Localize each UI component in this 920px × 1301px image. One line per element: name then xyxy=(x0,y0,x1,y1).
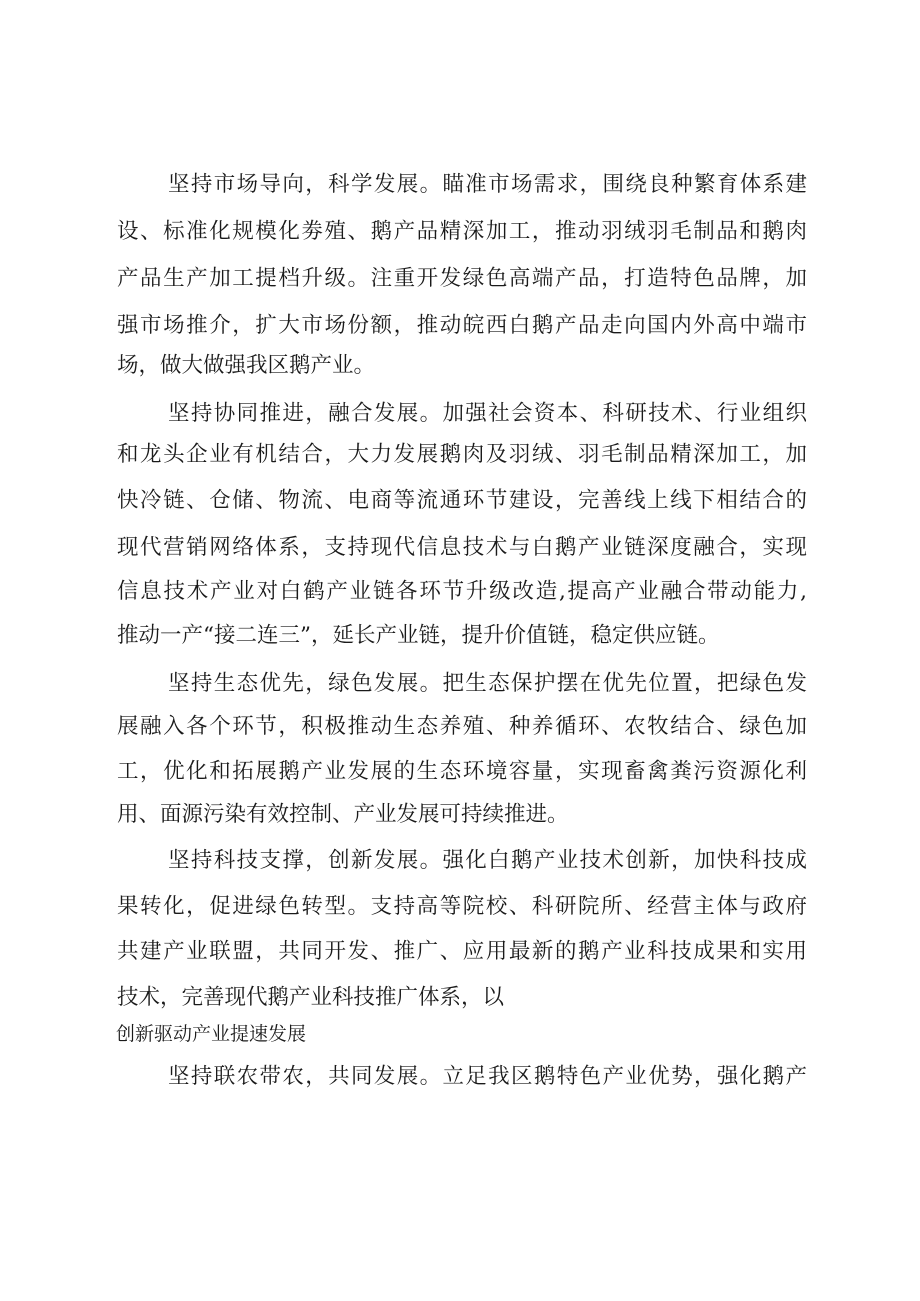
paragraph-4-line-4: 技术，完善现代鹅产业科技推广体系，以 xyxy=(117,985,505,1010)
paragraph-4-line-2: 果转化，促进绿色转型。支持高等院校、科研院所、经营主体与政府 xyxy=(117,894,807,919)
paragraph-4-line-3: 共建产业联盟，共同开发、推广、应用最新的鹅产业科技成果和实用 xyxy=(117,939,807,964)
paragraph-3-line-1: 坚持生态优先，绿色发展。把生态保护摆在优先位置，把绿色发 xyxy=(168,671,807,696)
paragraph-5-line-1: 坚持联农带农，共同发展。立足我区鹅特色产业优势，强化鹅产 xyxy=(168,1064,807,1089)
paragraph-1-line-2: 设、标准化规模化劵殖、鹅产品精深加工，推动羽绒羽毛制品和鹅肉 xyxy=(117,219,807,244)
paragraph-2-line-4: 现代营销网络体系，支持现代信息技术与白鹅产业链深度融合，实现 xyxy=(117,535,807,560)
paragraph-2-line-3: 快冷链、仓储、物流、电商等流通环节建设，完善线上线下相结合的 xyxy=(117,488,807,513)
paragraph-1-line-5: 场，做大做强我区鹅产业。 xyxy=(117,353,376,378)
paragraph-1-line-3: 产品生产加工提档升级。注重开发绿色高端产品，打造特色品牌，加 xyxy=(117,266,807,291)
paragraph-3-line-2: 展融入各个环节，积极推动生态养殖、种养循环、农牧结合、绿色加 xyxy=(117,714,807,739)
paragraph-3-line-4: 用、面源污染有效控制、产业发展可持续推进。 xyxy=(117,802,569,827)
paragraph-2-line-5: 信息技术产业对白鹤产业链各环节升级改造,提高产业融合带动能力, xyxy=(117,579,807,604)
paragraph-1-line-1: 坚持市场导向，科学发展。瞄准市场需求，围绕良种繁育体系建 xyxy=(168,172,807,197)
paragraph-2-line-6: 推动一产“接二连三”，延长产业链，提升价值链，稳定供应链。 xyxy=(117,623,720,648)
paragraph-1-line-4: 强市场推介，扩大市场份额，推动皖西白鹅产品走向国内外高中端市 xyxy=(117,313,807,338)
paragraph-4-line-5: 创新驱动产业提速发展 xyxy=(116,1023,307,1045)
paragraph-2-line-2: 和龙头企业有机结合，大力发展鹅肉及羽绒、羽毛制品精深加工，加 xyxy=(117,442,807,467)
paragraph-4-line-1: 坚持科技支撑，创新发展。强化白鹅产业技术创新，加快科技成 xyxy=(168,848,807,873)
paragraph-3-line-3: 工，优化和拓展鹅产业发展的生态环境容量，实现畜禽粪污资源化利 xyxy=(117,759,807,784)
paragraph-2-line-1: 坚持协同推进，融合发展。加强社会资本、科研技术、行业组织 xyxy=(168,401,807,426)
